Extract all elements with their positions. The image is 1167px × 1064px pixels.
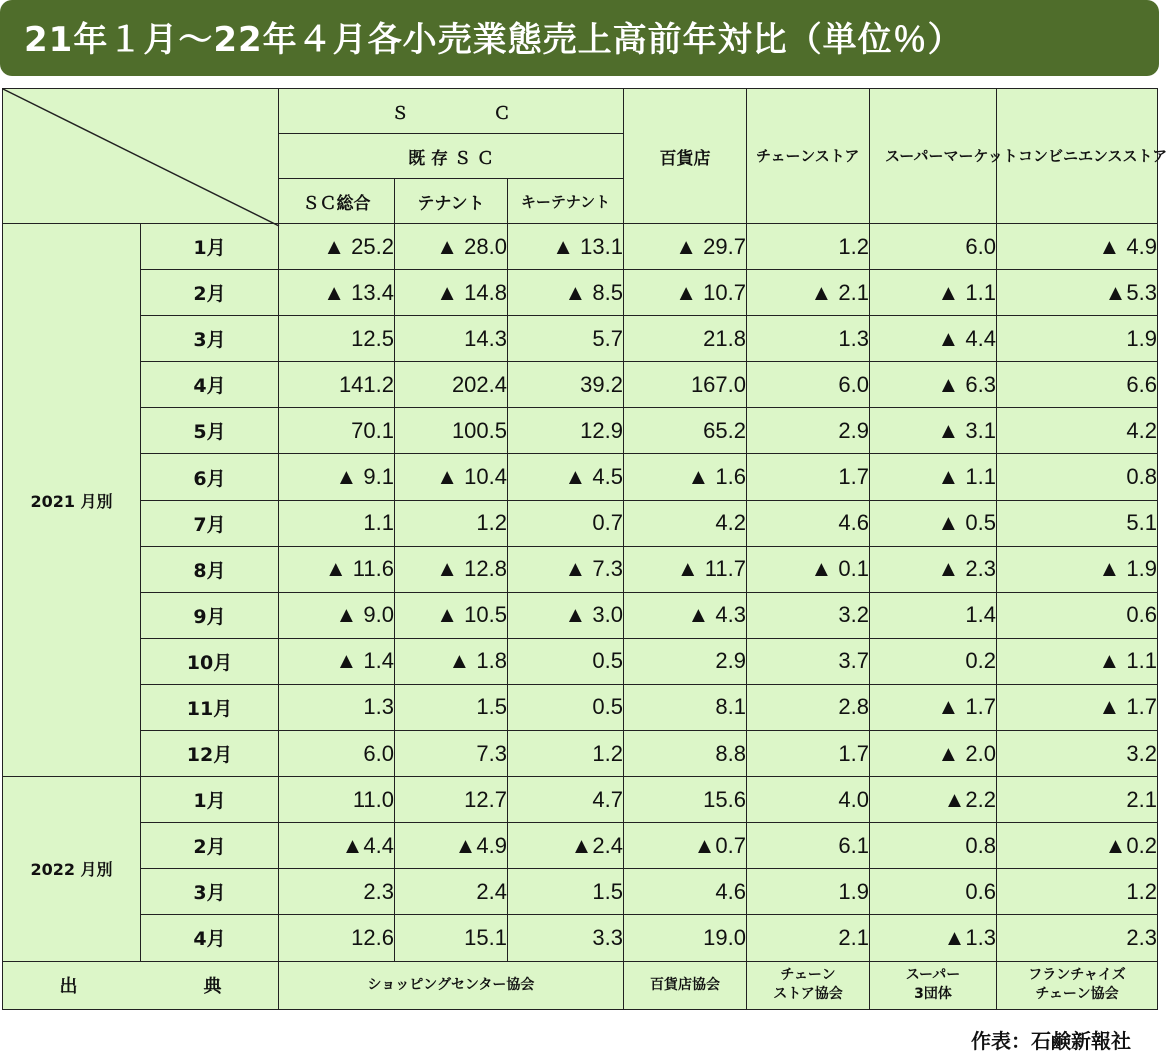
source-supermarket: スーパー 3団体 bbox=[870, 961, 997, 1009]
value-cell: ▲2.2 bbox=[870, 777, 997, 823]
value-cell: 1.5 bbox=[395, 684, 508, 730]
value-cell: ▲ 3.1 bbox=[870, 408, 997, 454]
header-tenant: テナント bbox=[395, 179, 508, 224]
month-label: 10月 bbox=[141, 638, 279, 684]
value-cell: ▲ 0.5 bbox=[870, 500, 997, 546]
value-cell: 4.6 bbox=[624, 869, 747, 915]
value-cell: ▲4.4 bbox=[279, 823, 395, 869]
month-label: 2月 bbox=[141, 823, 279, 869]
value-cell: 70.1 bbox=[279, 408, 395, 454]
value-cell: ▲ 10.7 bbox=[624, 270, 747, 316]
month-label: 7月 bbox=[141, 500, 279, 546]
table-row bbox=[3, 224, 1158, 270]
source-department-store: 百貨店協会 bbox=[624, 961, 747, 1009]
value-cell: ▲ 1.6 bbox=[624, 454, 747, 500]
value-cell: 12.9 bbox=[508, 408, 624, 454]
value-cell: 1.5 bbox=[508, 869, 624, 915]
table-row bbox=[3, 270, 1158, 316]
table-row bbox=[3, 638, 1158, 684]
month-label: 4月 bbox=[141, 915, 279, 961]
table-row bbox=[3, 592, 1158, 638]
value-cell: 1.4 bbox=[870, 592, 997, 638]
value-cell: ▲ 2.3 bbox=[870, 546, 997, 592]
value-cell: ▲ 1.9 bbox=[997, 546, 1158, 592]
value-cell: ▲ 9.1 bbox=[279, 454, 395, 500]
header-chain-store-label: チェーンストア bbox=[756, 146, 860, 165]
value-cell: 4.2 bbox=[624, 500, 747, 546]
value-cell: ▲ 4.3 bbox=[624, 592, 747, 638]
value-cell: 0.8 bbox=[997, 454, 1158, 500]
table-row bbox=[3, 546, 1158, 592]
value-cell: 3.7 bbox=[747, 638, 870, 684]
value-cell: ▲ 12.8 bbox=[395, 546, 508, 592]
value-cell: ▲ 14.8 bbox=[395, 270, 508, 316]
value-cell: 0.5 bbox=[508, 684, 624, 730]
value-cell: ▲ 1.4 bbox=[279, 638, 395, 684]
header-department-store: 百貨店 bbox=[624, 89, 747, 224]
value-cell: 2.8 bbox=[747, 684, 870, 730]
month-label: 9月 bbox=[141, 592, 279, 638]
value-cell: ▲ 11.7 bbox=[624, 546, 747, 592]
value-cell: 39.2 bbox=[508, 362, 624, 408]
value-cell: ▲ 4.4 bbox=[870, 316, 997, 362]
value-cell: 141.2 bbox=[279, 362, 395, 408]
month-label: 3月 bbox=[141, 869, 279, 915]
value-cell: ▲ 1.8 bbox=[395, 638, 508, 684]
value-cell: ▲ 2.1 bbox=[747, 270, 870, 316]
value-cell: 3.2 bbox=[997, 731, 1158, 777]
table-row bbox=[3, 316, 1158, 362]
header-supermarket-label: スーパーマーケット bbox=[885, 146, 1018, 165]
value-cell: 2.1 bbox=[997, 777, 1158, 823]
value-cell: 21.8 bbox=[624, 316, 747, 362]
month-label: 3月 bbox=[141, 316, 279, 362]
month-label: 5月 bbox=[141, 408, 279, 454]
diagonal-line bbox=[3, 89, 279, 226]
header-existing-sc: 既 存 Ｓ Ｃ bbox=[279, 134, 624, 179]
value-cell: ▲ 9.0 bbox=[279, 592, 395, 638]
value-cell: 4.7 bbox=[508, 777, 624, 823]
header-convenience-store-label: コンビニエンスストア bbox=[1018, 146, 1167, 165]
value-cell: ▲ 2.0 bbox=[870, 731, 997, 777]
month-label: 1月 bbox=[141, 777, 279, 823]
value-cell: 4.6 bbox=[747, 500, 870, 546]
value-cell: 3.3 bbox=[508, 915, 624, 961]
value-cell: 167.0 bbox=[624, 362, 747, 408]
value-cell: ▲ 1.7 bbox=[870, 684, 997, 730]
table-row bbox=[3, 915, 1158, 961]
value-cell: 5.7 bbox=[508, 316, 624, 362]
value-cell: 1.7 bbox=[747, 731, 870, 777]
value-cell: 12.7 bbox=[395, 777, 508, 823]
value-cell: 0.6 bbox=[870, 869, 997, 915]
source-sc: ショッピングセンター協会 bbox=[279, 961, 624, 1009]
value-cell: ▲ 1.7 bbox=[997, 684, 1158, 730]
value-cell: 8.1 bbox=[624, 684, 747, 730]
header-sc: Ｓ Ｃ bbox=[279, 89, 624, 134]
year-label: 2021 月別 bbox=[3, 224, 141, 777]
value-cell: ▲ 10.4 bbox=[395, 454, 508, 500]
value-cell: 19.0 bbox=[624, 915, 747, 961]
value-cell: ▲ 1.1 bbox=[870, 454, 997, 500]
month-label: 4月 bbox=[141, 362, 279, 408]
value-cell: 6.1 bbox=[747, 823, 870, 869]
value-cell: ▲ 4.5 bbox=[508, 454, 624, 500]
value-cell: 2.4 bbox=[395, 869, 508, 915]
month-label: 8月 bbox=[141, 546, 279, 592]
value-cell: ▲1.3 bbox=[870, 915, 997, 961]
source-row bbox=[3, 961, 1158, 1009]
value-cell: 4.2 bbox=[997, 408, 1158, 454]
value-cell: 1.7 bbox=[747, 454, 870, 500]
diagonal-corner-cell bbox=[3, 89, 279, 224]
value-cell: ▲ 0.1 bbox=[747, 546, 870, 592]
value-cell: 12.6 bbox=[279, 915, 395, 961]
value-cell: ▲ 7.3 bbox=[508, 546, 624, 592]
year-label: 2022 月別 bbox=[3, 777, 141, 961]
value-cell: ▲ 1.1 bbox=[870, 270, 997, 316]
value-cell: 1.3 bbox=[279, 684, 395, 730]
value-cell: 6.0 bbox=[279, 731, 395, 777]
value-cell: 6.0 bbox=[747, 362, 870, 408]
header-chain-store bbox=[747, 89, 870, 224]
value-cell: 15.1 bbox=[395, 915, 508, 961]
value-cell: 2.9 bbox=[624, 638, 747, 684]
month-label: 1月 bbox=[141, 224, 279, 270]
month-label: 2月 bbox=[141, 270, 279, 316]
value-cell: 4.0 bbox=[747, 777, 870, 823]
value-cell: ▲0.7 bbox=[624, 823, 747, 869]
table-row bbox=[3, 777, 1158, 823]
value-cell: ▲2.4 bbox=[508, 823, 624, 869]
value-cell: 11.0 bbox=[279, 777, 395, 823]
header-supermarket bbox=[870, 89, 1018, 224]
header-key-tenant: キーテナント bbox=[508, 179, 624, 224]
table-row bbox=[3, 454, 1158, 500]
value-cell: ▲5.3 bbox=[997, 270, 1158, 316]
value-cell: 14.3 bbox=[395, 316, 508, 362]
value-cell: 0.2 bbox=[870, 638, 997, 684]
table-row bbox=[3, 823, 1158, 869]
value-cell: 1.9 bbox=[997, 316, 1158, 362]
month-label: 12月 bbox=[141, 731, 279, 777]
source-convenience-store: フランチャイズ チェーン協会 bbox=[997, 961, 1158, 1009]
credit-line: 作表：石鹸新報社 bbox=[971, 1029, 1131, 1053]
table-row bbox=[3, 408, 1158, 454]
value-cell: 1.2 bbox=[508, 731, 624, 777]
month-label: 6月 bbox=[141, 454, 279, 500]
value-cell: 2.3 bbox=[997, 915, 1158, 961]
page-title: 21年１月～22年４月各小売業態売上高前年対比（単位％） bbox=[24, 20, 963, 60]
value-cell: 202.4 bbox=[395, 362, 508, 408]
table-row bbox=[3, 684, 1158, 730]
value-cell: ▲ 3.0 bbox=[508, 592, 624, 638]
value-cell: ▲ 28.0 bbox=[395, 224, 508, 270]
value-cell: ▲ 8.5 bbox=[508, 270, 624, 316]
value-cell: ▲ 10.5 bbox=[395, 592, 508, 638]
value-cell: 3.2 bbox=[747, 592, 870, 638]
value-cell: ▲ 13.4 bbox=[279, 270, 395, 316]
value-cell: 2.3 bbox=[279, 869, 395, 915]
value-cell: 100.5 bbox=[395, 408, 508, 454]
table-row bbox=[3, 362, 1158, 408]
sales-comparison-table bbox=[2, 88, 1167, 1010]
value-cell: ▲4.9 bbox=[395, 823, 508, 869]
month-label: 11月 bbox=[141, 684, 279, 730]
value-cell: 1.2 bbox=[997, 869, 1158, 915]
value-cell: 5.1 bbox=[997, 500, 1158, 546]
value-cell: 2.1 bbox=[747, 915, 870, 961]
value-cell: 6.0 bbox=[870, 224, 997, 270]
value-cell: ▲ 13.1 bbox=[508, 224, 624, 270]
value-cell: ▲ 25.2 bbox=[279, 224, 395, 270]
value-cell: 0.8 bbox=[870, 823, 997, 869]
table-row bbox=[3, 869, 1158, 915]
value-cell: 12.5 bbox=[279, 316, 395, 362]
table-row bbox=[3, 731, 1158, 777]
table-row bbox=[3, 500, 1158, 546]
value-cell: 2.9 bbox=[747, 408, 870, 454]
value-cell: 1.2 bbox=[747, 224, 870, 270]
value-cell: 1.3 bbox=[747, 316, 870, 362]
value-cell: 0.7 bbox=[508, 500, 624, 546]
value-cell: 0.5 bbox=[508, 638, 624, 684]
source-label: 出 典 bbox=[3, 961, 279, 1009]
value-cell: ▲ 29.7 bbox=[624, 224, 747, 270]
header-convenience-store bbox=[997, 89, 1167, 224]
source-chain-store: チェーン ストア協会 bbox=[747, 961, 870, 1009]
value-cell: ▲ 11.6 bbox=[279, 546, 395, 592]
value-cell: ▲ 1.1 bbox=[997, 638, 1158, 684]
value-cell: 1.1 bbox=[279, 500, 395, 546]
value-cell: ▲0.2 bbox=[997, 823, 1158, 869]
value-cell: 1.9 bbox=[747, 869, 870, 915]
value-cell: 7.3 bbox=[395, 731, 508, 777]
value-cell: 1.2 bbox=[395, 500, 508, 546]
value-cell: 8.8 bbox=[624, 731, 747, 777]
value-cell: 15.6 bbox=[624, 777, 747, 823]
value-cell: ▲ 6.3 bbox=[870, 362, 997, 408]
value-cell: 65.2 bbox=[624, 408, 747, 454]
title-banner bbox=[0, 0, 1159, 76]
value-cell: ▲ 4.9 bbox=[997, 224, 1158, 270]
header-sc-total: ＳＣ総合 bbox=[279, 179, 395, 224]
value-cell: 6.6 bbox=[997, 362, 1158, 408]
value-cell: 0.6 bbox=[997, 592, 1158, 638]
